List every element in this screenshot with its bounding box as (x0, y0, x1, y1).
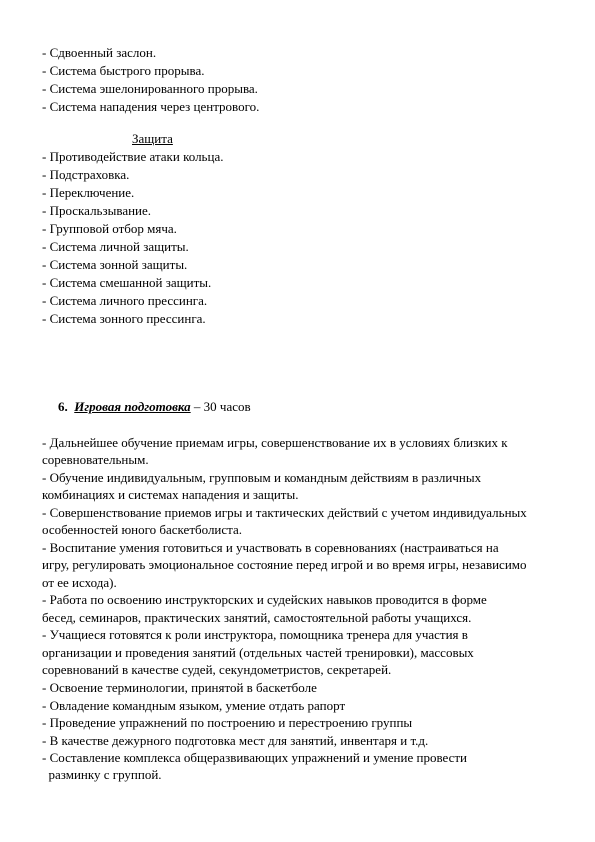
text-line: разминку с группой. (42, 767, 162, 782)
section-number: 6. (58, 399, 68, 414)
list-item: - Система смешанной защиты. (42, 275, 212, 290)
section-hours: – 30 часов (190, 399, 251, 414)
text-line: соревновательным. (42, 452, 149, 467)
text-line: особенностей юного баскетболиста. (42, 522, 243, 537)
text-line: - Проведение упражнений по построению и перестроению группы (42, 715, 413, 730)
text-line: - Овладение командным языком, умение отдать рапорт (42, 698, 346, 713)
text-line: - Работа по освоению инструкторских и судейских навыков проводится в форме (42, 592, 487, 607)
text-line: - Обучение индивидуальным, групповым и командным действиям в различных (42, 470, 482, 485)
list-item: - Система зонной защиты. (42, 257, 188, 272)
text-line: соревнований в качестве судей, секундометристов, секретарей. (42, 662, 392, 677)
list-item: - Групповой отбор мяча. (42, 221, 177, 236)
text-line: - Дальнейшее обучение приемам игры, совершенствование их в условиях близких к (42, 435, 508, 450)
text-line: - Освоение терминологии, принятой в баскетболе (42, 680, 317, 695)
text-line: от ее исхода). (42, 575, 117, 590)
list-item: - Переключение. (42, 185, 135, 200)
list-item: - Проскальзывание. (42, 203, 152, 218)
list-item: - Противодействие атаки кольца. (42, 149, 224, 164)
text-line: - Совершенствование приемов игры и тактических действий с учетом индивидуальных (42, 505, 527, 520)
list-item: - Подстраховка. (42, 167, 130, 182)
text-line: - В качестве дежурного подготовка мест для занятий, инвентаря и т.д. (42, 733, 429, 748)
text-line: бесед, семинаров, практических занятий, самостоятельной работы учащихся. (42, 610, 472, 625)
text-line: - Учащиеся готовятся к роли инструктора, помощника тренера для участия в (42, 627, 468, 642)
text-line: игру, регулировать эмоциональное состояние перед игрой и во время игры, независимо (42, 557, 527, 572)
section-title: Игровая подготовка (74, 399, 191, 414)
section-heading (58, 398, 251, 415)
text-line: - Воспитание умения готовиться и участвовать в соревнованиях (настраиваться на (42, 540, 499, 555)
list-item: - Система личного прессинга. (42, 293, 208, 308)
list-item: - Сдвоенный заслон. (42, 45, 157, 60)
text-line: комбинациях и системах нападения и защиты. (42, 487, 299, 502)
list-item: - Система быстрого прорыва. (42, 63, 205, 78)
text-line: - Составление комплекса общеразвивающих упражнений и умение провести (42, 750, 468, 765)
list-item: - Система личной защиты. (42, 239, 189, 254)
list-item: - Система нападения через центрового. (42, 99, 260, 114)
list-item: - Система зонного прессинга. (42, 311, 206, 326)
defense-heading: Защита (132, 131, 173, 146)
list-item: - Система эшелонированного прорыва. (42, 81, 258, 96)
text-line: организации и проведения занятий (отдельных частей тренировки), массовых (42, 645, 474, 660)
